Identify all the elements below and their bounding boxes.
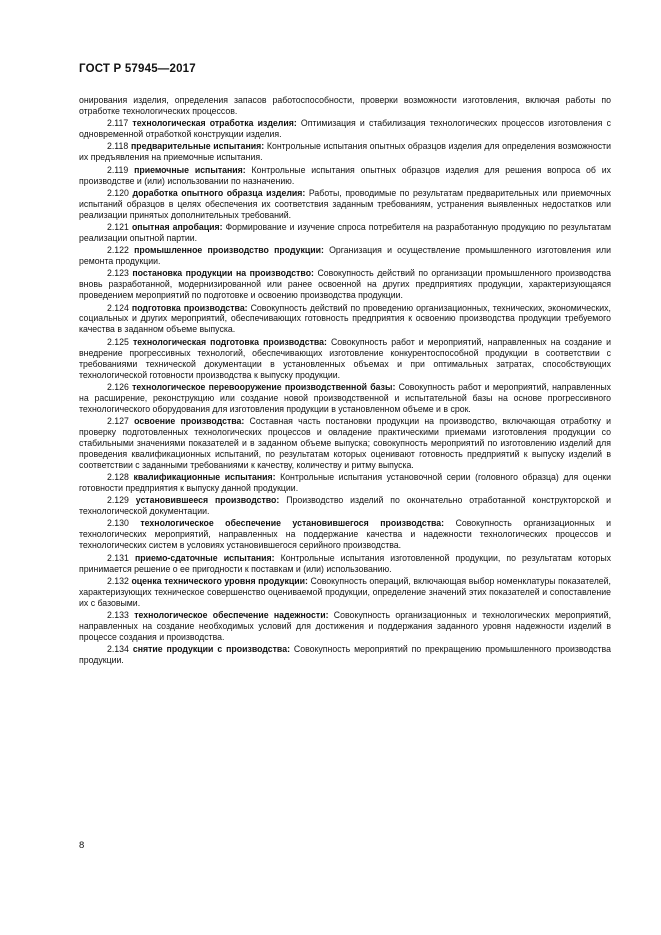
entry-term: опытная апробация: — [131, 221, 223, 232]
definition-entry — [79, 518, 611, 551]
entry-number: 2.130 — [107, 518, 129, 529]
entry-number: 2.129 — [107, 495, 129, 506]
definition-entry — [79, 222, 611, 244]
entry-term: освоение производства: — [134, 415, 245, 426]
entry-term: промышленное производство продукции: — [134, 245, 324, 256]
entry-number: 2.128 — [107, 472, 129, 483]
entry-definition: Совокупность работ и мероприятий, направленных на расширение, реконструкцию или создание новой производственной и испытательной базы на основе прогрессивного технологического оборудования для изготовления продукции в установленном объеме и в срок. — [79, 381, 612, 414]
entry-definition: Совокупность операций, включающая выбор номенклатуры показателей, характеризующих техническое совершенство оцениваемой продукции, определение значений этих показателей и сопоставление их с базовыми. — [79, 575, 611, 608]
entry-number: 2.133 — [107, 609, 129, 620]
definition-entry — [79, 495, 611, 517]
entry-term: технологическое обеспечение установившегося производства: — [140, 518, 445, 529]
definition-entry — [79, 303, 611, 336]
entry-number: 2.124 — [107, 302, 129, 313]
definition-entry — [79, 610, 611, 643]
entry-term: квалификационные испытания: — [133, 472, 276, 483]
entry-number: 2.132 — [107, 575, 129, 586]
standard-header: ГОСТ Р 57945—2017 — [79, 63, 196, 75]
entry-number: 2.120 — [107, 187, 129, 198]
definition-entry — [79, 644, 611, 666]
entry-term: предварительные испытания: — [130, 141, 265, 152]
entry-number: 2.117 — [107, 118, 129, 129]
entry-definition: Совокупность организационных и технологических мероприятий, направленных на создание необходимых условий для достижения и поддержания заданного уровня надежности изделий в процессе создания и производства. — [79, 609, 611, 642]
definition-entry — [79, 382, 611, 415]
entry-number: 2.134 — [107, 644, 129, 655]
entry-number: 2.119 — [107, 164, 129, 175]
intro-paragraph: онирования изделия, определения запасов работоспособности, проверки возможности изготовления, включая работы по отработке технологических процессов. — [79, 95, 611, 116]
entry-number: 2.131 — [107, 552, 129, 563]
entry-term: постановка продукции на производство: — [132, 268, 314, 279]
entry-term: технологическая подготовка производства: — [132, 336, 327, 347]
entry-number: 2.121 — [107, 221, 129, 232]
entry-number: 2.123 — [107, 268, 129, 279]
definition-entry — [79, 165, 611, 187]
page-number: 8 — [79, 840, 85, 851]
entry-definition: Формирование и изучение спроса потребителя на разработанную продукцию по результатам реализации опытной партии. — [79, 221, 611, 243]
entry-definition: Совокупность работ и мероприятий, направленных на создание и внедрение прогрессивных технологий, обеспечивающих изготовление конкурентоспособной продукции в соответствии с требованиями технической документации в установленных объемах и при оптимальных затратах, способствующих технологической готовности производства к выпуску продукции. — [79, 336, 612, 380]
entry-term: технологическое обеспечение надежности: — [134, 609, 329, 620]
definition-entry — [79, 553, 611, 575]
entry-number: 2.126 — [107, 381, 129, 392]
entry-term: приемо-сдаточные испытания: — [134, 552, 275, 563]
definition-entry — [79, 141, 611, 163]
entry-definition: Совокупность мероприятий по прекращению промышленного производства продукции. — [79, 644, 611, 666]
definition-entry — [79, 268, 611, 301]
entry-term: технологическая отработка изделия: — [132, 118, 297, 129]
entry-definition: Контрольные испытания установочной серии (головного образца) для оценки готовности предприятия к выпуску данной продукции. — [79, 472, 611, 493]
entry-definition: Производство изделий по окончательно отработанной конструкторской и технологической документации. — [79, 495, 611, 517]
entry-number: 2.125 — [107, 336, 129, 347]
definition-entry — [79, 188, 611, 221]
entry-definition: Совокупность действий по организации промышленного производства вновь разработанной, модернизированной или ранее освоенной на других предприятиях продукции, характеризующаяся проведением мероприятий по подготовке и освоению производства продукции. — [79, 268, 612, 301]
entry-definition: Работы, проводимые по результатам предварительных или приемочных испытаний образцов в целях обеспечения их соответствия заданным требованиям, устранения выявленных недостатков или реализации принятых дополнительных требований. — [79, 187, 611, 220]
entry-definition: Оптимизация и стабилизация технологических процессов изготовления с одновременной отработкой конструкции изделия. — [79, 118, 611, 140]
entry-term: установившееся производство: — [135, 495, 280, 506]
entry-definition: Организация и осуществление промышленного изготовления или ремонта продукции. — [79, 245, 611, 267]
definition-entry — [79, 576, 611, 609]
entry-term: приемочные испытания: — [134, 164, 246, 175]
entry-definition: Контрольные испытания опытных образцов изделия для определения возможности их предъявления на приемочные испытания. — [79, 141, 611, 163]
entry-definition: Контрольные испытания опытных образцов изделия для решения вопроса об их производстве и (или) использовании по назначению. — [79, 164, 611, 186]
entry-number: 2.122 — [107, 245, 129, 256]
entry-number: 2.127 — [107, 415, 129, 426]
entry-definition: Контрольные испытания изготовленной продукции, по результатам которых принимается решение о ее пригодности к поставкам и (или) использованию. — [79, 552, 611, 574]
entry-term: снятие продукции с производства: — [132, 644, 290, 655]
entry-term: технологическое перевооружение производственной базы: — [132, 381, 396, 392]
entry-definition: Составная часть постановки продукции на производство, включающая отработку и проверку подготовленных технологических процессов и овладение практическими приемами изготовления продукции со стабильными значениями показателей и в заданном объеме выпуска; совокупность мероприятий по изготовлению изделий для проведения квалификационных испытаний, по результатам которых оценивают готовность предприятий к выпуску изделий в соответствии с заданными требованиями к качеству, количеству и ритму выпуска. — [79, 415, 611, 470]
entry-definition: Совокупность действий по проведению организационных, технических, экономических, социальных и других мероприятий, обеспечивающих готовность предприятия к освоению производства продукции требуемого качества в заданном объеме выпуска. — [79, 302, 611, 335]
definitions-list — [79, 118, 611, 666]
document-body — [79, 95, 611, 667]
entry-term: подготовка производства: — [131, 302, 248, 313]
definition-entry — [79, 337, 611, 381]
definition-entry — [79, 416, 611, 471]
definition-entry — [79, 118, 611, 140]
entry-term: доработка опытного образца изделия: — [132, 187, 306, 198]
definition-entry — [79, 472, 611, 494]
definition-entry — [79, 245, 611, 267]
entry-term: оценка технического уровня продукции: — [131, 575, 308, 586]
entry-number: 2.118 — [107, 141, 129, 152]
entry-definition: Совокупность организационных и технологических мероприятий, направленных на поддержание качества и надежности технологических процессов и технологических систем в условиях установившегося серийного производства. — [79, 518, 611, 551]
